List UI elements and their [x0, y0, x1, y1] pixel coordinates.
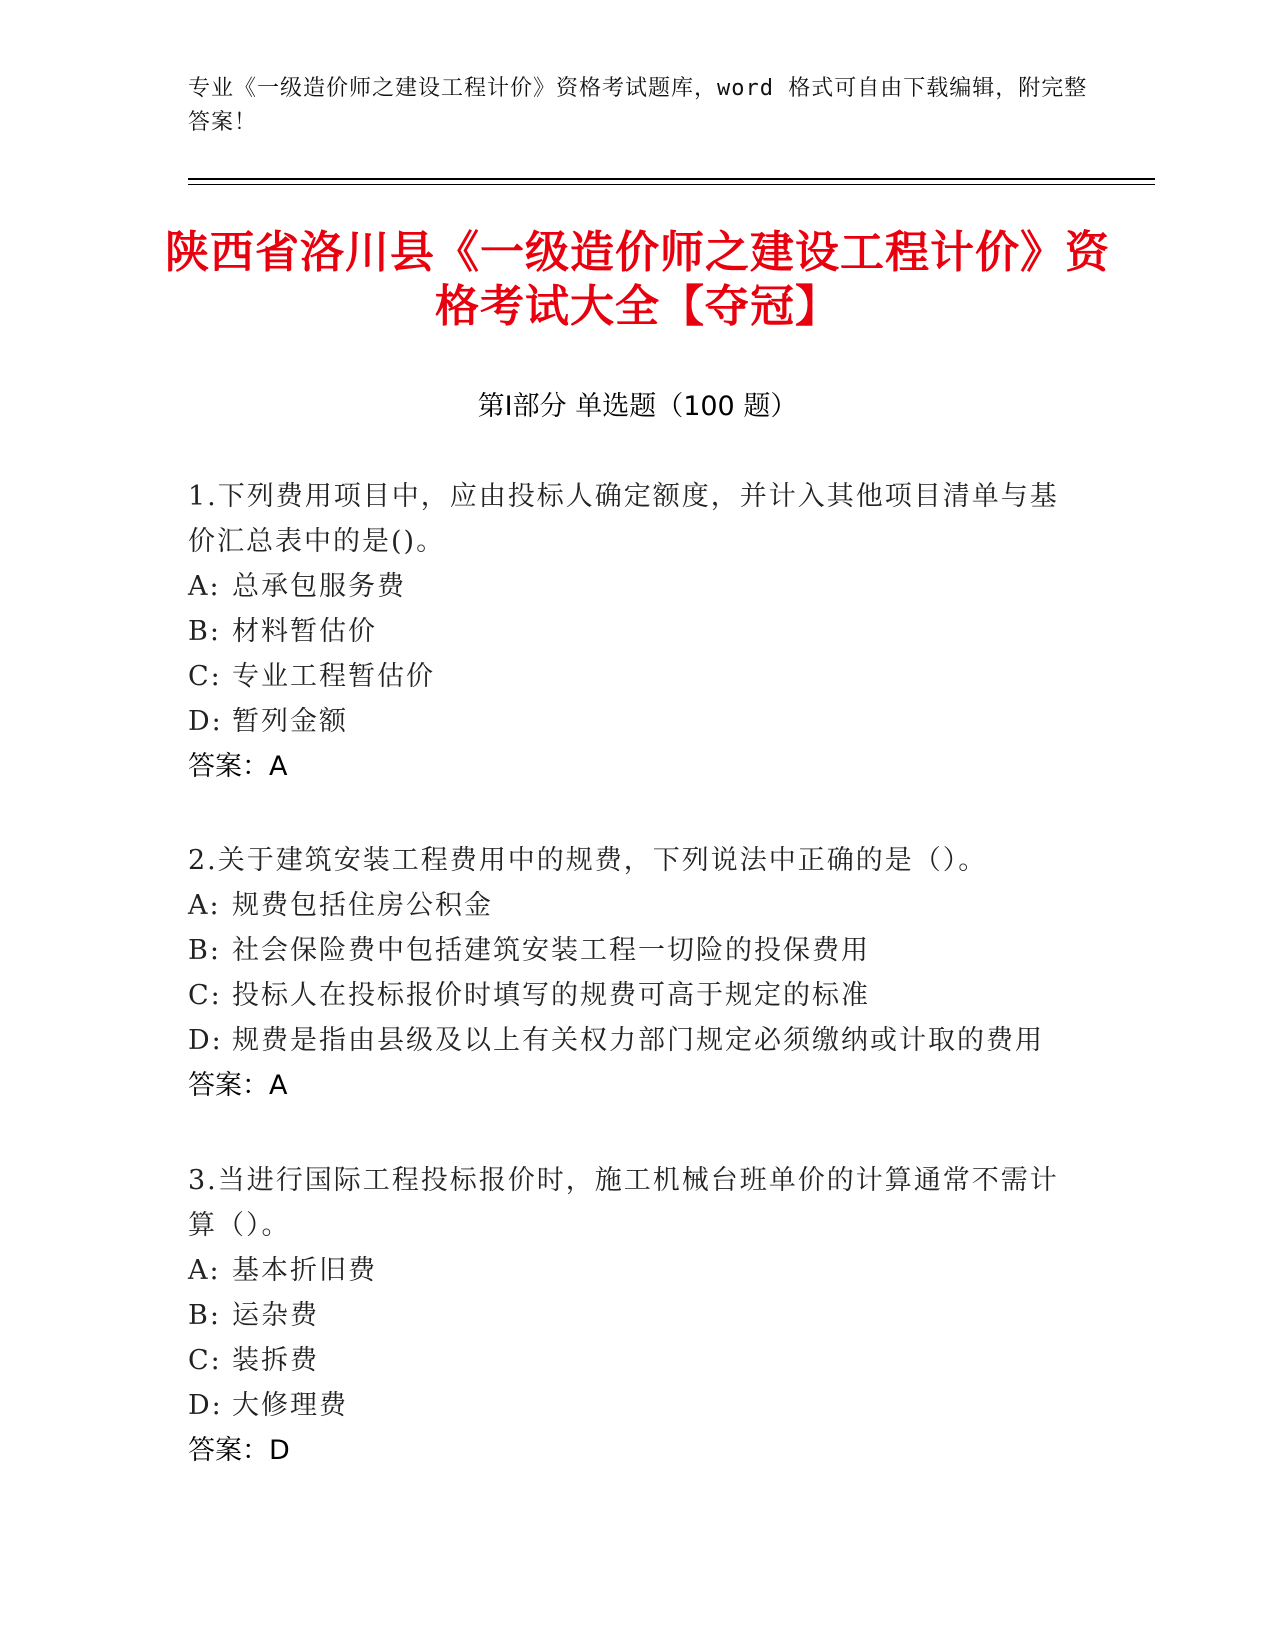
- option-text: 基本折旧费: [232, 1255, 377, 1286]
- option-letter: C:: [188, 980, 222, 1011]
- question-2: [188, 838, 1068, 1108]
- option-text: 社会保险费中包括建筑安装工程一切险的投保费用: [232, 935, 870, 966]
- option-letter: C:: [188, 1345, 222, 1376]
- document-title: 陕西省洛川县《一级造价师之建设工程计价》资格考试大全【夺冠】: [165, 227, 1110, 332]
- question-3: [188, 1158, 1068, 1473]
- answer-line: 答案：A: [188, 751, 288, 782]
- question-stem: 3.当进行国际工程投标报价时，施工机械台班单价的计算通常不需计算（）。: [188, 1165, 1059, 1241]
- option-a: [188, 1248, 1068, 1293]
- option-a: [188, 564, 1068, 609]
- question-1: [188, 474, 1068, 789]
- option-c: [188, 654, 1068, 699]
- option-text: 运杂费: [232, 1300, 319, 1331]
- option-text: 专业工程暂估价: [232, 661, 435, 692]
- option-text: 大修理费: [232, 1390, 348, 1421]
- option-letter: B:: [188, 1300, 221, 1331]
- option-b: [188, 609, 1068, 654]
- option-letter: C:: [188, 661, 222, 692]
- option-text: 规费包括住房公积金: [232, 890, 493, 921]
- answer-line: 答案：D: [188, 1435, 290, 1466]
- option-letter: B:: [188, 616, 221, 647]
- option-text: 总承包服务费: [232, 571, 406, 602]
- option-letter: B:: [188, 935, 221, 966]
- option-letter: D:: [188, 1025, 223, 1056]
- option-text: 暂列金额: [232, 706, 348, 737]
- option-a: [188, 883, 1068, 928]
- option-letter: D:: [188, 1390, 223, 1421]
- option-text: 材料暂估价: [232, 616, 377, 647]
- option-text: 规费是指由县级及以上有关权力部门规定必须缴纳或计取的费用: [232, 1025, 1044, 1056]
- option-letter: A:: [188, 571, 221, 602]
- option-letter: D:: [188, 706, 223, 737]
- option-b: [188, 1293, 1068, 1338]
- header-divider-thin: [188, 184, 1155, 185]
- option-text: 投标人在投标报价时填写的规费可高于规定的标准: [232, 980, 870, 1011]
- option-letter: A:: [188, 1255, 221, 1286]
- question-stem: 1.下列费用项目中，应由投标人确定额度，并计入其他项目清单与基价汇总表中的是()。: [188, 481, 1059, 557]
- answer-line: 答案：A: [188, 1070, 288, 1101]
- option-d: [188, 699, 1068, 744]
- option-d: [188, 1018, 1068, 1063]
- option-d: [188, 1383, 1068, 1428]
- option-b: [188, 928, 1068, 973]
- section-heading: 第Ⅰ部分 单选题（100 题）: [477, 391, 798, 422]
- option-letter: A:: [188, 890, 221, 921]
- option-c: [188, 1338, 1068, 1383]
- option-c: [188, 973, 1068, 1018]
- option-text: 装拆费: [232, 1345, 319, 1376]
- header-divider-thick: [188, 178, 1155, 180]
- header-note: 专业《一级造价师之建设工程计价》资格考试题库，word 格式可自由下载编辑，附完整答案！: [188, 76, 1088, 135]
- question-stem: 2.关于建筑安装工程费用中的规费，下列说法中正确的是（）。: [188, 845, 988, 876]
